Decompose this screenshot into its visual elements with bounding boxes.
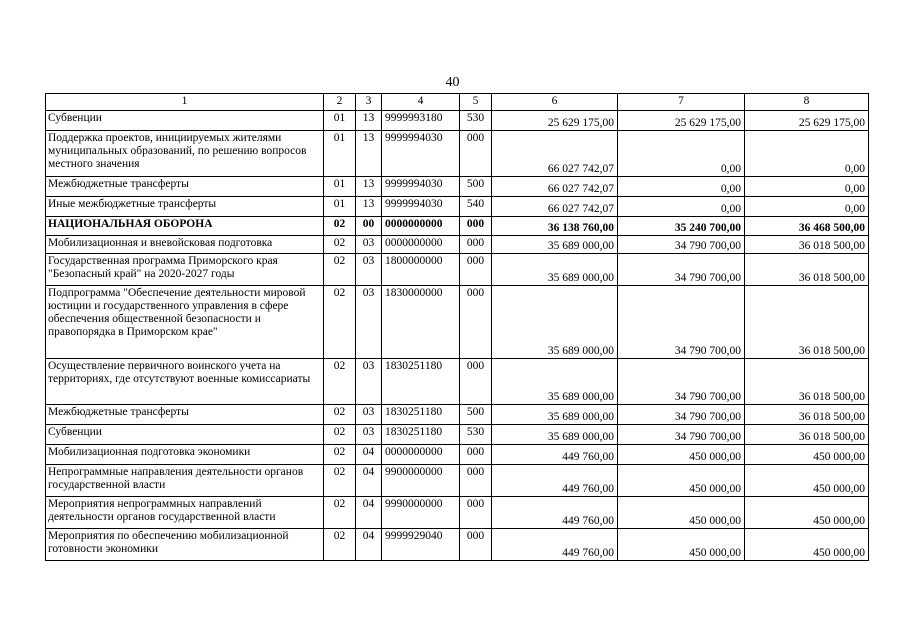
table-row	[46, 236, 869, 254]
header-cell-3: 3	[356, 94, 382, 111]
header-cell-4: 4	[382, 94, 460, 111]
amount-col7-cell: 0,00	[618, 131, 745, 177]
section-code-cell: 02	[324, 445, 356, 465]
row-name-cell: Мероприятия непрограммных направлений деятельности органов государственной власти	[46, 497, 324, 529]
row-name-cell: Мероприятия по обеспечению мобилизационной готовности экономики	[46, 529, 324, 561]
section-code-cell: 02	[324, 405, 356, 425]
target-article-cell: 0000000000	[382, 236, 460, 254]
target-article-cell: 0000000000	[382, 217, 460, 236]
budget-table	[45, 93, 869, 561]
expense-type-cell: 500	[460, 177, 492, 197]
amount-col7-cell: 34 790 700,00	[618, 359, 745, 405]
expense-type-cell: 500	[460, 405, 492, 425]
expense-type-cell: 000	[460, 497, 492, 529]
row-name-cell: Подпрограмма "Обеспечение деятельности мировой юстиции и государственного управления в сфере обеспечения общественной безопасности и правопорядка в Приморском крае"	[46, 286, 324, 359]
amount-col7-cell: 0,00	[618, 197, 745, 217]
amount-col8-cell: 36 018 500,00	[745, 254, 869, 286]
target-article-cell: 1830251180	[382, 405, 460, 425]
row-name-cell: Межбюджетные трансферты	[46, 405, 324, 425]
subsection-code-cell: 03	[356, 254, 382, 286]
amount-col8-cell: 450 000,00	[745, 465, 869, 497]
expense-type-cell: 000	[460, 236, 492, 254]
section-code-cell: 02	[324, 425, 356, 445]
section-code-cell: 02	[324, 217, 356, 236]
amount-col7-cell: 34 790 700,00	[618, 236, 745, 254]
amount-col7-cell: 35 240 700,00	[618, 217, 745, 236]
amount-col6-cell: 449 760,00	[492, 529, 618, 561]
target-article-cell: 1830000000	[382, 286, 460, 359]
row-name-cell: Непрограммные направления деятельности органов государственной власти	[46, 465, 324, 497]
row-name-cell: Поддержка проектов, инициируемых жителями муниципальных образований, по решению вопросов местного значения	[46, 131, 324, 177]
amount-col6-cell: 36 138 760,00	[492, 217, 618, 236]
amount-col6-cell: 66 027 742,07	[492, 197, 618, 217]
section-code-cell: 01	[324, 111, 356, 131]
amount-col7-cell: 450 000,00	[618, 529, 745, 561]
expense-type-cell: 000	[460, 445, 492, 465]
expense-type-cell: 000	[460, 465, 492, 497]
header-cell-5: 5	[460, 94, 492, 111]
amount-col7-cell: 34 790 700,00	[618, 425, 745, 445]
amount-col7-cell: 450 000,00	[618, 445, 745, 465]
table-row	[46, 177, 869, 197]
subsection-code-cell: 04	[356, 497, 382, 529]
section-code-cell: 02	[324, 465, 356, 497]
amount-col7-cell: 34 790 700,00	[618, 286, 745, 359]
section-code-cell: 02	[324, 236, 356, 254]
subsection-code-cell: 13	[356, 177, 382, 197]
amount-col6-cell: 35 689 000,00	[492, 254, 618, 286]
table-row	[46, 497, 869, 529]
target-article-cell: 9999929040	[382, 529, 460, 561]
subsection-code-cell: 13	[356, 131, 382, 177]
expense-type-cell: 000	[460, 529, 492, 561]
amount-col6-cell: 35 689 000,00	[492, 359, 618, 405]
amount-col8-cell: 450 000,00	[745, 529, 869, 561]
table-row	[46, 131, 869, 177]
header-cell-7: 7	[618, 94, 745, 111]
header-cell-8: 8	[745, 94, 869, 111]
table-row	[46, 445, 869, 465]
header-row	[46, 94, 869, 111]
table-row	[46, 254, 869, 286]
amount-col6-cell: 449 760,00	[492, 497, 618, 529]
amount-col8-cell: 36 468 500,00	[745, 217, 869, 236]
row-name-cell: Субвенции	[46, 111, 324, 131]
amount-col6-cell: 66 027 742,07	[492, 131, 618, 177]
amount-col7-cell: 450 000,00	[618, 465, 745, 497]
amount-col8-cell: 0,00	[745, 177, 869, 197]
header-cell-1: 1	[46, 94, 324, 111]
amount-col8-cell: 0,00	[745, 197, 869, 217]
section-code-cell: 02	[324, 359, 356, 405]
table-row	[46, 425, 869, 445]
target-article-cell: 9999994030	[382, 177, 460, 197]
expense-type-cell: 000	[460, 131, 492, 177]
target-article-cell: 9900000000	[382, 465, 460, 497]
table-row	[46, 405, 869, 425]
amount-col8-cell: 450 000,00	[745, 497, 869, 529]
subsection-code-cell: 03	[356, 359, 382, 405]
amount-col8-cell: 450 000,00	[745, 445, 869, 465]
table-body	[46, 94, 869, 561]
amount-col8-cell: 36 018 500,00	[745, 425, 869, 445]
amount-col8-cell: 36 018 500,00	[745, 236, 869, 254]
subsection-code-cell: 04	[356, 465, 382, 497]
subsection-code-cell: 13	[356, 111, 382, 131]
subsection-code-cell: 13	[356, 197, 382, 217]
amount-col7-cell: 0,00	[618, 177, 745, 197]
target-article-cell: 1800000000	[382, 254, 460, 286]
row-name-cell: Межбюджетные трансферты	[46, 177, 324, 197]
subsection-code-cell: 03	[356, 236, 382, 254]
subsection-code-cell: 04	[356, 529, 382, 561]
row-name-cell: Иные межбюджетные трансферты	[46, 197, 324, 217]
amount-col8-cell: 25 629 175,00	[745, 111, 869, 131]
amount-col6-cell: 25 629 175,00	[492, 111, 618, 131]
expense-type-cell: 000	[460, 359, 492, 405]
amount-col7-cell: 34 790 700,00	[618, 254, 745, 286]
expense-type-cell: 000	[460, 254, 492, 286]
section-code-cell: 02	[324, 254, 356, 286]
table-row	[46, 359, 869, 405]
target-article-cell: 1830251180	[382, 359, 460, 405]
amount-col8-cell: 36 018 500,00	[745, 405, 869, 425]
amount-col6-cell: 449 760,00	[492, 465, 618, 497]
section-code-cell: 01	[324, 131, 356, 177]
subsection-code-cell: 03	[356, 405, 382, 425]
subsection-code-cell: 04	[356, 445, 382, 465]
amount-col6-cell: 35 689 000,00	[492, 405, 618, 425]
section-code-cell: 02	[324, 529, 356, 561]
expense-type-cell: 540	[460, 197, 492, 217]
amount-col6-cell: 35 689 000,00	[492, 236, 618, 254]
subsection-code-cell: 00	[356, 217, 382, 236]
section-code-cell: 02	[324, 286, 356, 359]
row-name-cell: Осуществление первичного воинского учета на территориях, где отсутствуют военные комиссариаты	[46, 359, 324, 405]
amount-col6-cell: 35 689 000,00	[492, 425, 618, 445]
section-code-cell: 01	[324, 197, 356, 217]
expense-type-cell: 530	[460, 111, 492, 131]
expense-type-cell: 000	[460, 286, 492, 359]
target-article-cell: 9999994030	[382, 131, 460, 177]
target-article-cell: 9999994030	[382, 197, 460, 217]
amount-col8-cell: 36 018 500,00	[745, 359, 869, 405]
table-row	[46, 286, 869, 359]
section-code-cell: 01	[324, 177, 356, 197]
amount-col6-cell: 449 760,00	[492, 445, 618, 465]
expense-type-cell: 000	[460, 217, 492, 236]
table-row	[46, 111, 869, 131]
row-name-cell: Государственная программа Приморского края "Безопасный край" на 2020-2027 годы	[46, 254, 324, 286]
amount-col7-cell: 25 629 175,00	[618, 111, 745, 131]
table-row	[46, 197, 869, 217]
row-name-cell: НАЦИОНАЛЬНАЯ ОБОРОНА	[46, 217, 324, 236]
subsection-code-cell: 03	[356, 425, 382, 445]
amount-col7-cell: 34 790 700,00	[618, 405, 745, 425]
row-name-cell: Субвенции	[46, 425, 324, 445]
subsection-code-cell: 03	[356, 286, 382, 359]
table-row	[46, 465, 869, 497]
target-article-cell: 9999993180	[382, 111, 460, 131]
amount-col8-cell: 36 018 500,00	[745, 286, 869, 359]
amount-col6-cell: 66 027 742,07	[492, 177, 618, 197]
row-name-cell: Мобилизационная подготовка экономики	[46, 445, 324, 465]
amount-col8-cell: 0,00	[745, 131, 869, 177]
target-article-cell: 1830251180	[382, 425, 460, 445]
target-article-cell: 0000000000	[382, 445, 460, 465]
section-code-cell: 02	[324, 497, 356, 529]
target-article-cell: 9990000000	[382, 497, 460, 529]
amount-col7-cell: 450 000,00	[618, 497, 745, 529]
table-row	[46, 529, 869, 561]
table-row	[46, 217, 869, 236]
amount-col6-cell: 35 689 000,00	[492, 286, 618, 359]
page-number: 40	[445, 75, 460, 90]
header-cell-2: 2	[324, 94, 356, 111]
expense-type-cell: 530	[460, 425, 492, 445]
header-cell-6: 6	[492, 94, 618, 111]
row-name-cell: Мобилизационная и вневойсковая подготовка	[46, 236, 324, 254]
